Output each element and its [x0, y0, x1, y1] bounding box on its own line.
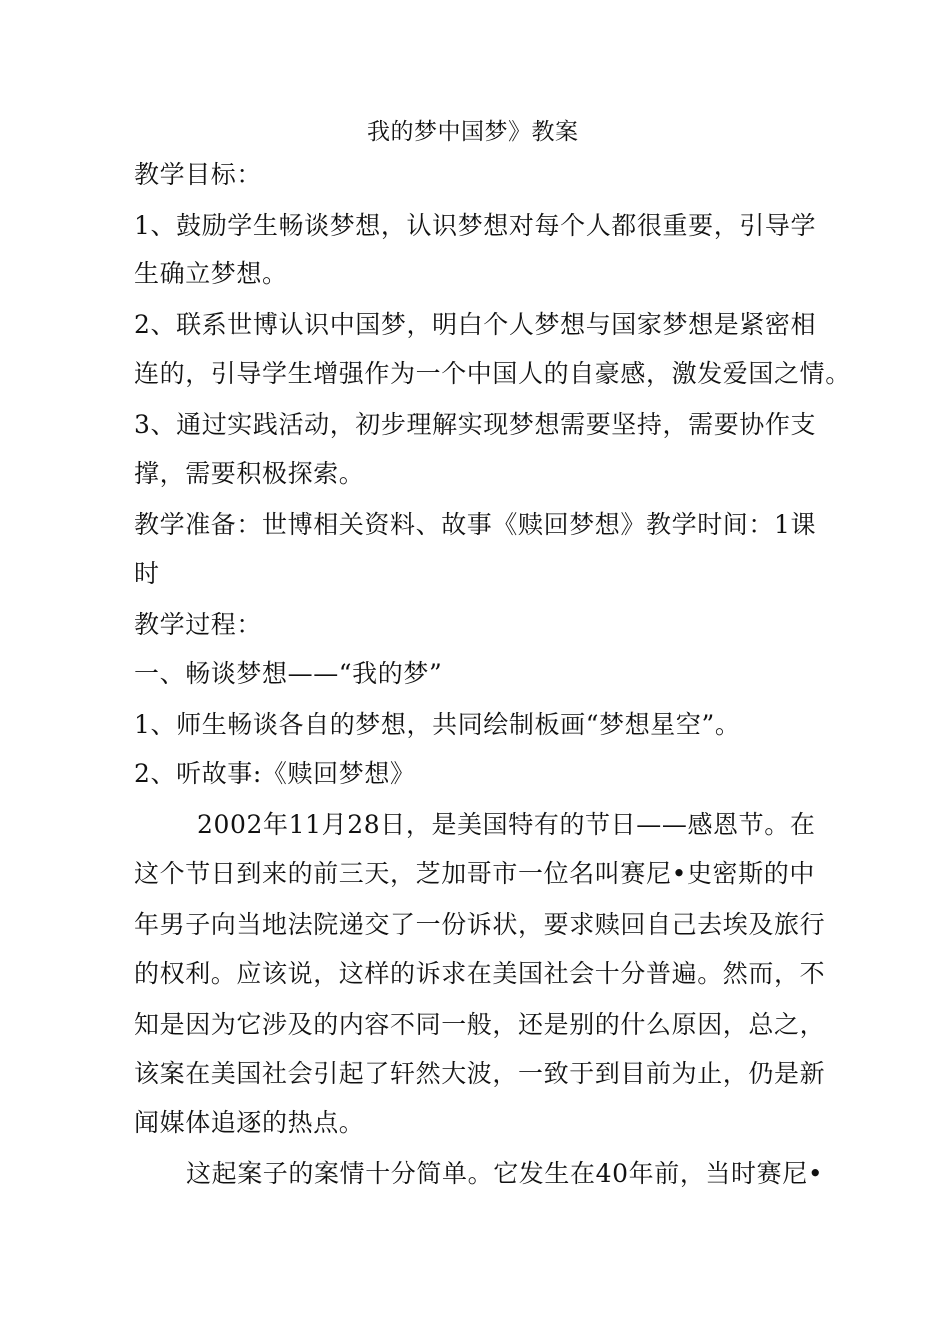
story-paragraph-1-line-2: 这个节日到来的前三天，芝加哥市一位名叫赛尼•史密斯的中	[134, 859, 815, 888]
objective-2-line-1: 2、联系世博认识中国梦，明白个人梦想与国家梦想是紧密相	[134, 310, 817, 339]
objective-1-line-2: 生确立梦想。	[134, 259, 288, 288]
story-paragraph-1-line-6: 该案在美国社会引起了轩然大波，一致于到目前为止，仍是新	[134, 1059, 826, 1088]
story-paragraph-1-line-3: 年男子向当地法院递交了一份诉状，要求赎回自己去埃及旅行	[134, 910, 826, 939]
document-title: 我的梦中国梦》教案	[367, 119, 579, 145]
preparation-line-1: 教学准备：世博相关资料、故事《赎回梦想》教学时间：1课	[134, 510, 817, 539]
objective-3-line-2: 撑，需要积极探索。	[134, 459, 365, 488]
objective-3-line-1: 3、通过实践活动，初步理解实现梦想需要坚持，需要协作支	[134, 410, 817, 439]
story-paragraph-1-line-5: 知是因为它涉及的内容不同一般，还是别的什么原因，总之，	[134, 1010, 826, 1039]
process-step-heading: 一、畅谈梦想——“我的梦”	[134, 659, 443, 688]
story-paragraph-1-line-7: 闻媒体追逐的热点。	[134, 1108, 365, 1137]
section-heading-process: 教学过程：	[134, 610, 263, 639]
story-paragraph-1-line-1: 2002年11月28日，是美国特有的节日——感恩节。在	[197, 810, 816, 839]
objective-1-line-1: 1、鼓励学生畅谈梦想，认识梦想对每个人都很重要，引导学	[134, 211, 817, 240]
preparation-line-2: 时	[134, 559, 160, 588]
story-paragraph-1-line-4: 的权利。应该说，这样的诉求在美国社会十分普遍。然而，不	[134, 959, 826, 988]
process-item-2: 2、听故事:《赎回梦想》	[134, 759, 416, 788]
section-heading-objectives: 教学目标：	[134, 160, 263, 189]
story-paragraph-2-line-1: 这起案子的案情十分简单。它发生在40年前，当时赛尼•	[186, 1159, 824, 1188]
objective-2-line-2: 连的，引导学生增强作为一个中国人的自豪感，激发爱国之情。	[134, 359, 851, 388]
process-item-1: 1、师生畅谈各自的梦想，共同绘制板画“梦想星空”。	[134, 710, 741, 739]
